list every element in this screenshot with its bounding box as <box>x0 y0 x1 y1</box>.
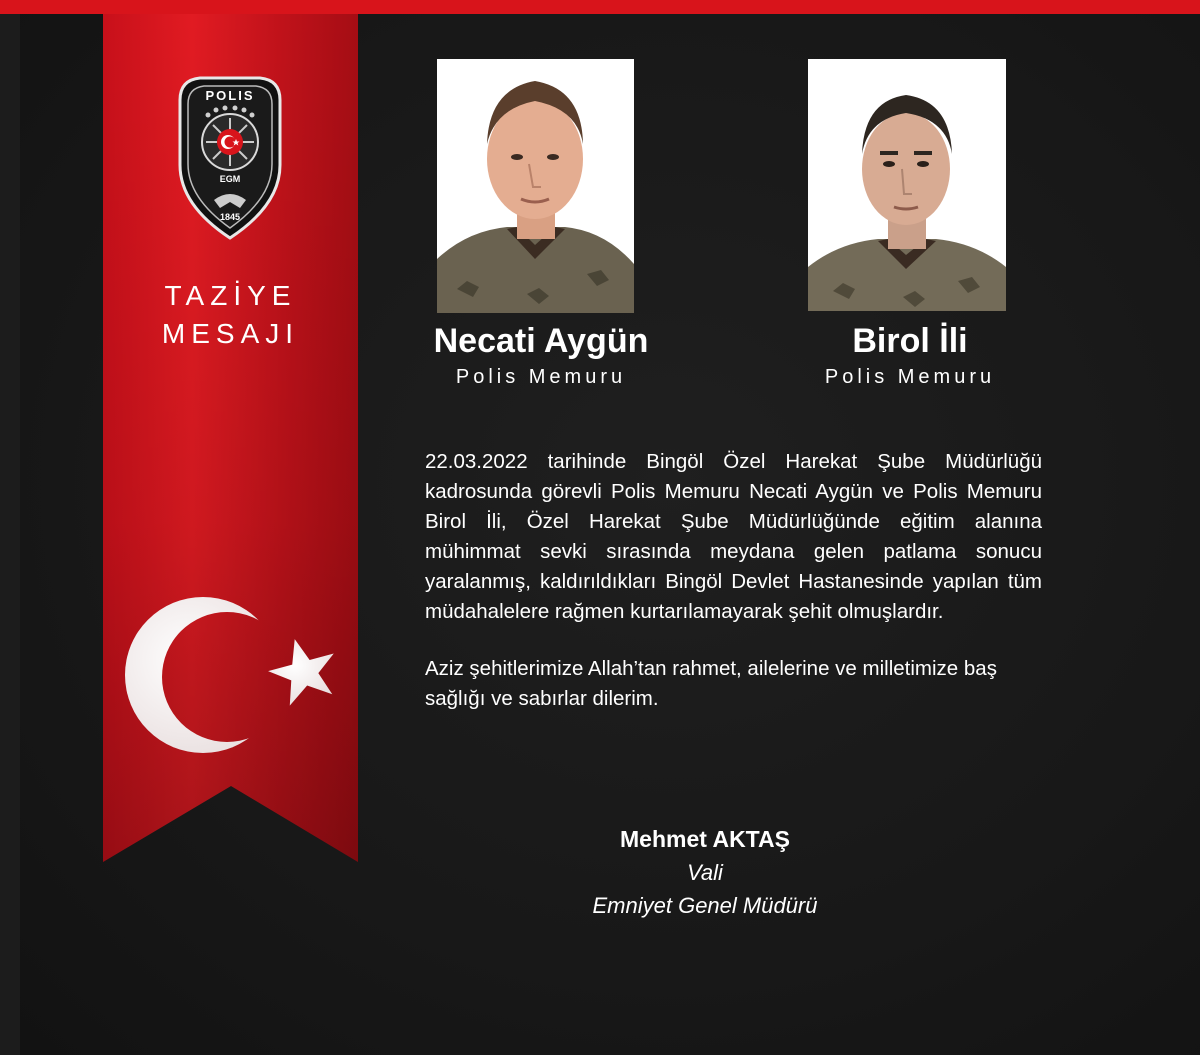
officer-rank-2: Polis Memuru <box>824 366 996 388</box>
condolence-text: Aziz şehitlerimize Allah’tan rahmet, ailelerine ve milletimize baş sağlığı ve sabırlar dilerim. <box>425 657 997 710</box>
badge-polis-text: POLIS <box>205 88 255 103</box>
officer-photo-1 <box>437 59 634 313</box>
signatory-name: Mehmet AKTAŞ <box>620 826 790 852</box>
badge-egm-text: EGM <box>219 174 241 184</box>
officer-photo-2 <box>808 59 1006 311</box>
signatory-title-1: Vali <box>687 860 723 885</box>
signatory-title-2: Emniyet Genel Müdürü <box>592 893 818 918</box>
officer-name-1: Necati Aygün <box>433 322 649 360</box>
crescent-star-icon <box>125 590 340 760</box>
top-red-bar <box>0 0 1200 14</box>
message-body: 22.03.2022 tarihinde Bingöl Özel Harekat Şube Müdürlüğü kadrosunda görevli Polis Memuru Necati Aygün ve Polis Memuru Birol İli, Özel Harekat Şube Müdürlüğünde eğitim alanına mühimmat sevki sırasında meydana gelen patlama sonucu yaralanmış, kaldırıldıkları Bingöl Devlet Hastanesinde yapılan tüm müdahalelere rağmen kurtarılamayarak şehit olmuşlardır. <box>425 450 1042 623</box>
banner-title-line1: TAZİYE <box>164 280 297 311</box>
officer-rank-1: Polis Memuru <box>455 366 627 388</box>
badge-year-text: 1845 <box>219 212 241 222</box>
officer-name-2: Birol İli <box>852 322 968 360</box>
banner-title-line2: MESAJI <box>161 318 300 349</box>
police-badge-logo <box>170 70 290 240</box>
